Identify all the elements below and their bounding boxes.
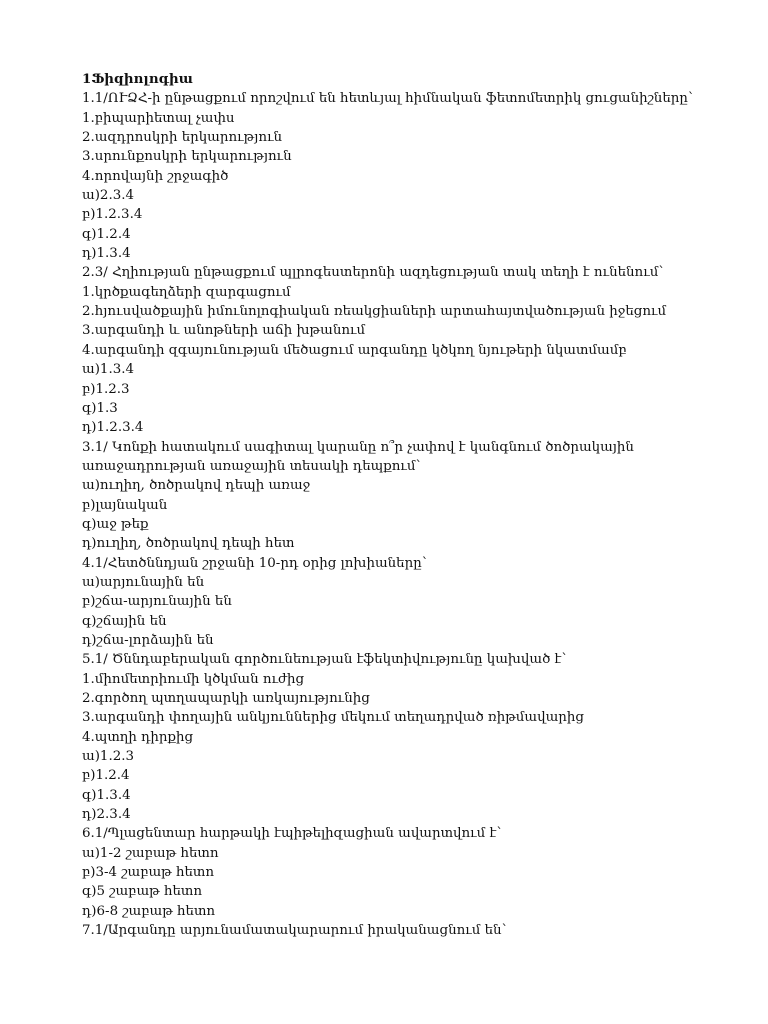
text-line: ա)1.2.3	[82, 749, 134, 765]
text-line: ա)արյունային են	[82, 574, 205, 590]
text-line: բ)լայնական	[82, 497, 168, 513]
text-line: բ)շճա-արյունային են	[82, 594, 232, 610]
text-line: 3.1/ Կոնքի հատակում սագիտալ կարանը ո՞ր չափով է կանգնում ծոծրակային	[82, 439, 634, 455]
text-line: 2.3/ Հղիության ընթացքում պլրոգեստերոնի ազդեցության տակ տեղի է ունենում՝	[82, 265, 664, 281]
text-line: գ)աջ թեք	[82, 516, 149, 532]
text-line: 3.արգանդի փողային անկյուններից մեկում տեղադրված ռիթմավարից	[82, 710, 585, 726]
text-line: 2.հյուսվածքային իմունոլոգիական ռեակցիաների արտահայտվածության իջեցում	[82, 304, 667, 320]
text-line: 1.1/ՈՒՁՀ-ի ընթացքում որոշվում են հետևյալ հիմնական ֆետոմետրիկ ցուցանիշները՝	[82, 91, 693, 107]
text-line: առաջադրության առաջային տեսակի դեպքում՝	[82, 458, 421, 474]
text-line: ա)ուղիղ, ծոծրակով դեպի առաջ	[82, 478, 311, 494]
text-line: 2.գործող պտղապարկի առկայությունից	[82, 691, 370, 706]
text-line: 1.միոմետրիումի կծկման ուժից	[82, 671, 305, 687]
text-line: 4.որովայնի շրջագիծ	[82, 168, 229, 184]
text-line: 4.1/Հետծննդյան շրջանի 10-րդ օրից լոխիաները՝	[82, 555, 427, 571]
text-line: բ)1.2.3	[82, 381, 130, 397]
text-line: 6.1/Պլացենտար հարթակի էպիթելիզացիան ավարտվում է՝	[82, 826, 502, 842]
text-line: 7.1/Արգանդը արյունամատակարարում իրականացնում են՝	[82, 923, 507, 939]
text-line: 4.արգանդի զգայունության մեծացում արգանդը կծկող նյութերի նկատմամբ	[82, 342, 627, 358]
text-line: դ)2.3.4	[82, 807, 131, 823]
text-line: բ)1.2.4	[82, 768, 130, 784]
text-line: 2.ազդրոսկրի երկարություն	[82, 130, 283, 146]
text-line: գ)շճային են	[82, 613, 167, 629]
text-line: բ)3-4 շաբաթ հետո	[82, 865, 215, 881]
text-line: ա)1-2 շաբաթ հետո	[82, 845, 219, 861]
document-title: 1Ֆիզիոլոգիա	[82, 71, 193, 87]
text-line: գ)1.2.4	[82, 226, 131, 242]
text-line: ա)2.3.4	[82, 188, 134, 204]
text-line: 3.արգանդի և անոթների աճի խթանում	[82, 323, 366, 339]
text-line: 4.պտղի դիրքից	[82, 729, 194, 745]
text-line: բ)1.2.3.4	[82, 207, 143, 223]
text-line: 1.բիպարիետալ չափս	[82, 110, 235, 126]
text-line: դ)6-8 շաբաթ հետո	[82, 903, 216, 919]
text-line: գ)1.3.4	[82, 787, 131, 803]
text-line: դ)ուղիղ, ծոծրակով դեպի հետ	[82, 536, 295, 552]
document-body	[82, 70, 742, 940]
text-line: դ)1.2.3.4	[82, 420, 144, 436]
text-line: 5.1/ Ծննդաբերական գործունեության էֆեկտիվությունը կախված է՝	[82, 652, 567, 668]
text-line: 1.կրծքագեղձերի զարգացում	[82, 284, 291, 300]
text-line: դ)1.3.4	[82, 246, 131, 262]
text-line: ա)1.3.4	[82, 362, 134, 378]
text-line: 3.սրունքոսկրի երկարություն	[82, 149, 292, 165]
text-line: դ)շճա-լորձային են	[82, 632, 214, 648]
text-line: գ)1.3	[82, 400, 118, 416]
text-line: գ)5 շաբաթ հետո	[82, 884, 203, 900]
